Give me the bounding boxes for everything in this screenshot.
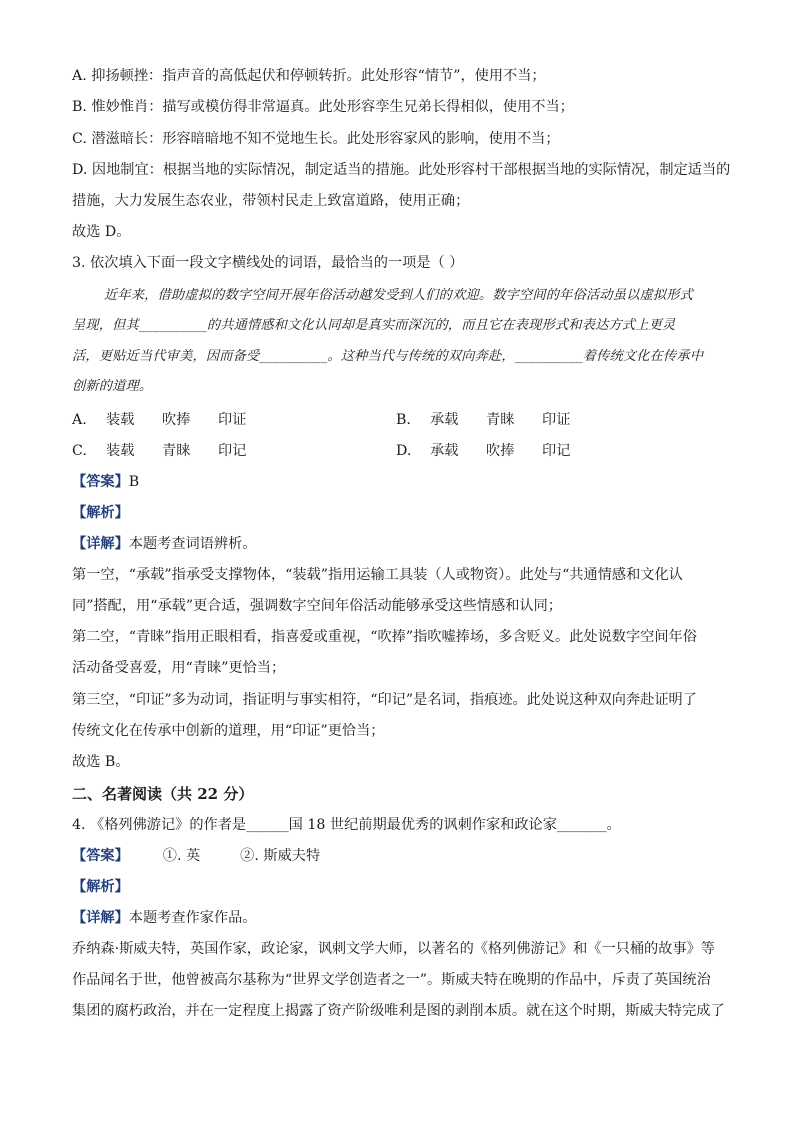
option-word-3: 印记 [218,443,247,459]
q4-detail-line: 集团的腐朽政治，并在一定程度上揭露了资产阶级唯利是图的剥削本质。就在这个时期，斯威夫特完成了 [72,1003,725,1019]
option-word-3: 印记 [542,443,571,459]
option-letter: B. [396,412,411,428]
option-letter: C. [72,443,87,459]
option-letter: A. [72,412,87,428]
q3-option-a [72,410,246,430]
option-word-2: 吹捧 [162,412,191,428]
q3-passage-line-4: 创新的道理。 [72,379,153,394]
q3-detail-line: 活动备受喜爱，用“青睐”更恰当； [72,660,286,676]
detail-text: 本题考查作家作品。 [128,910,257,926]
analysis-label: 【解析】 [72,505,129,521]
q3-passage-line-3: 活，更贴近当代审美，因而备受__________。这种当代与传统的双向奔赴，__________着传统文化在传承中 [72,349,704,364]
q3-passage-line-2: 呈现，但其__________的共通情感和文化认同却是真实而深沉的，而且它在表现形式和表达方式上更灵 [72,318,676,333]
q4-analysis [72,877,732,897]
detail-label: 【详解】 [72,536,129,552]
q2-option-b-analysis: B. 惟妙惟肖：描写或模仿得非常逼真。此处形容孪生兄弟长得相似，使用不当； [72,99,574,115]
option-word-1: 装载 [106,412,135,428]
option-word-1: 装载 [106,443,135,459]
option-word-2: 青睐 [162,443,191,459]
q3-detail [72,534,732,554]
q4-question: 4. 《格列佛游记》的作者是______国 18 世纪前期最优秀的讽刺作家和政论家_______。 [72,817,621,833]
answer-label: 【答案】 [72,848,129,864]
detail-label: 【详解】 [72,910,129,926]
q4-detail-line: 乔纳森·斯威夫特，英国作家，政论家，讽刺文学大师，以著名的《格列佛游记》和《一只桶的故事》等 [72,941,715,957]
q3-detail-line: 第三空，“印证”多为动词，指证明与事实相符，“印记”是名词，指痕迹。此处说这种双向奔赴证明了 [72,692,697,708]
option-word-3: 印证 [218,412,247,428]
q2-option-c-analysis: C. 潜滋暗长：形容暗暗地不知不觉地生长。此处形容家风的影响，使用不当； [72,131,560,147]
answer-value: B [128,474,140,490]
q3-detail-line: 传统文化在传承中创新的道理，用“印证”更恰当； [72,723,385,739]
q3-detail-line: 第一空，“承载”指承受支撑物体，“装载”指用运输工具装（人或物资）。此处与“共通情感和文化认 [72,567,683,583]
q2-conclusion: 故选 D。 [72,224,131,240]
q3-conclusion: 故选 B。 [72,754,130,770]
q3-option-c [72,441,246,461]
q2-option-a-analysis: A. 抑扬顿挫：指声音的高低起伏和停顿转折。此处形容“情节”，使用不当； [72,68,546,84]
q3-option-b [396,410,570,430]
q3-question: 3. 依次填入下面一段文字横线处的词语，最恰当的一项是（ ） [72,255,464,271]
option-word-1: 承载 [430,443,459,459]
q4-detail-line: 作品闻名于世，他曾被高尔基称为“世界文学创造者之一”。斯威夫特在晚期的作品中，斥责了英国统治 [72,972,711,988]
q3-detail-line: 第二空，“青睐”指用正眼相看，指喜爱或重视，“吹捧”指吹嘘捧场，多含贬义。此处说数字空间年俗 [72,629,697,645]
answer-item-1: ①. 英 [162,848,201,864]
q4-answer [72,846,732,866]
option-word-2: 青睐 [486,412,515,428]
option-letter: D. [396,443,412,459]
q3-passage-line-1: 近年来，借助虚拟的数字空间开展年俗活动越发受到人们的欢迎。数字空间的年俗活动虽以虚拟形式 [104,288,694,303]
answer-label: 【答案】 [72,474,129,490]
analysis-label: 【解析】 [72,879,129,895]
detail-text: 本题考查词语辨析。 [128,536,257,552]
section-heading: 二、名著阅读（共 22 分） [72,785,254,803]
option-word-1: 承载 [430,412,459,428]
option-word-2: 吹捧 [486,443,515,459]
q2-option-d-analysis-cont: 措施，大力发展生态农业，带领村民走上致富道路，使用正确； [72,193,470,209]
q3-option-d [396,441,570,461]
q3-analysis [72,503,732,523]
q3-answer [72,472,732,492]
q4-detail [72,908,732,928]
q2-option-d-analysis: D. 因地制宜：根据当地的实际情况，制定适当的措施。此处形容村干部根据当地的实际情况，制定适当的 [72,162,731,178]
option-word-3: 印证 [542,412,571,428]
q3-detail-line: 同”搭配，用“承载”更合适，强调数字空间年俗活动能够承受这些情感和认同； [72,598,562,614]
answer-item-2: ②. 斯威夫特 [240,848,321,864]
